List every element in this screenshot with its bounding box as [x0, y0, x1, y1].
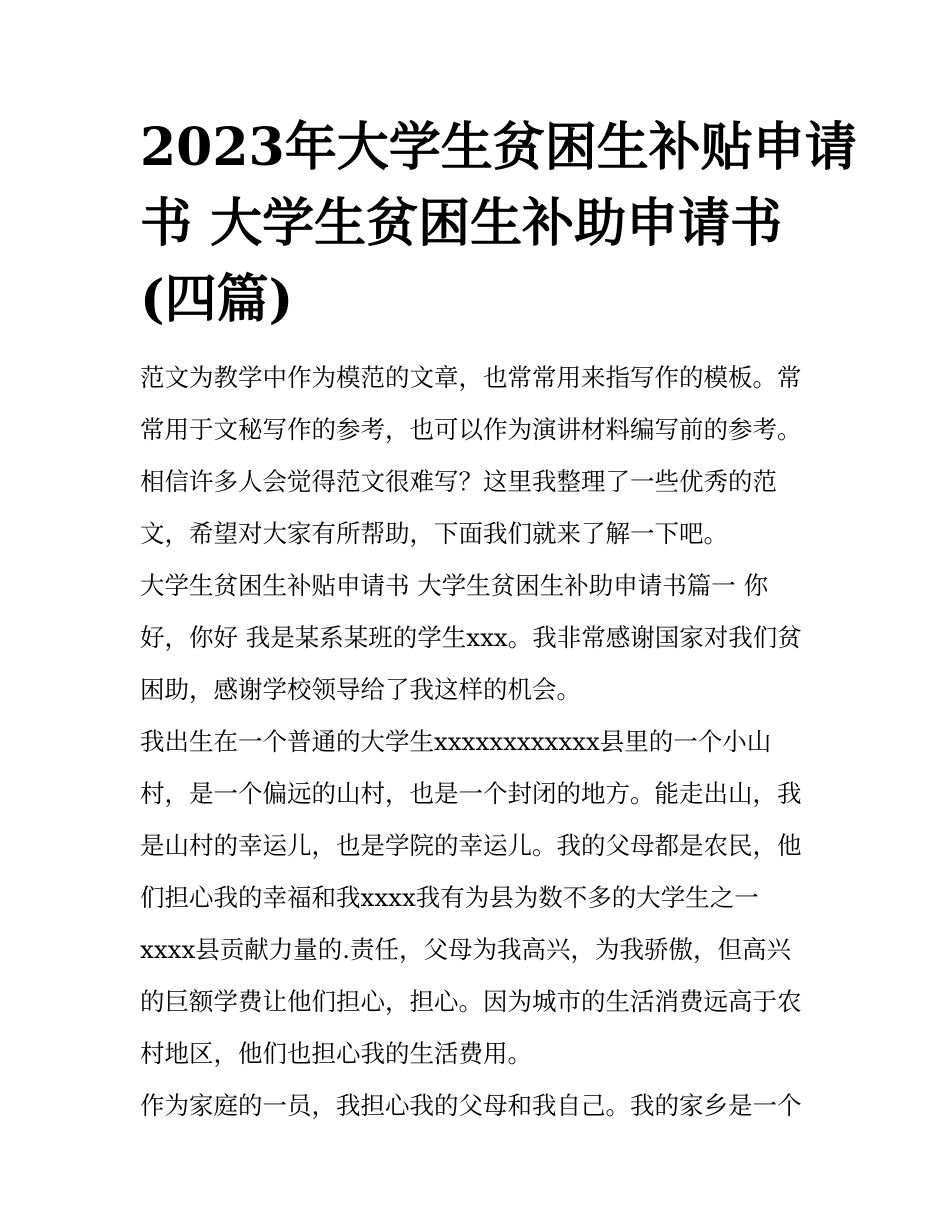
title-line: 书 大学生贫困生补助申请书 [140, 193, 783, 254]
body-line: 我出生在一个普通的大学生xxxxxxxxxxxx县里的一个小山 [140, 727, 772, 756]
body-line: 是山村的幸运儿，也是学院的幸运儿。我的父母都是农民，他 [140, 831, 802, 860]
body-line: xxxx县贡献力量的.责任，父母为我高兴，为我骄傲，但高兴 [140, 935, 792, 964]
title-line: 2023年大学生贫困生补贴申请 [140, 117, 857, 178]
body-line: 的巨额学费让他们担心，担心。因为城市的生活消费远高于农 [140, 987, 802, 1016]
body-line: 好，你好 我是某系某班的学生xxx。我非常感谢国家对我们贫 [140, 623, 802, 652]
body-line: 文，希望对大家有所帮助，下面我们就来了解一下吧。 [140, 519, 728, 548]
body-line: 村，是一个偏远的山村，也是一个封闭的地方。能走出山，我 [140, 779, 802, 808]
body-line: 相信许多人会觉得范文很难写？这里我整理了一些优秀的范 [140, 467, 777, 496]
body-line: 村地区，他们也担心我的生活费用。 [140, 1039, 532, 1068]
title-line: (四篇) [140, 269, 294, 330]
body-line: 作为家庭的一员，我担心我的父母和我自己。我的家乡是一个 [140, 1091, 802, 1120]
body-line: 大学生贫困生补贴申请书 大学生贫困生补助申请书篇一 你 [140, 571, 769, 600]
body-line: 们担心我的幸福和我xxxx我有为县为数不多的大学生之一 [140, 883, 759, 912]
body-line: 困助，感谢学校领导给了我这样的机会。 [140, 675, 581, 704]
body-line: 范文为教学中作为模范的文章，也常常用来指写作的模板。常 [140, 363, 802, 392]
body-line: 常用于文秘写作的参考，也可以作为演讲材料编写前的参考。 [140, 415, 802, 444]
